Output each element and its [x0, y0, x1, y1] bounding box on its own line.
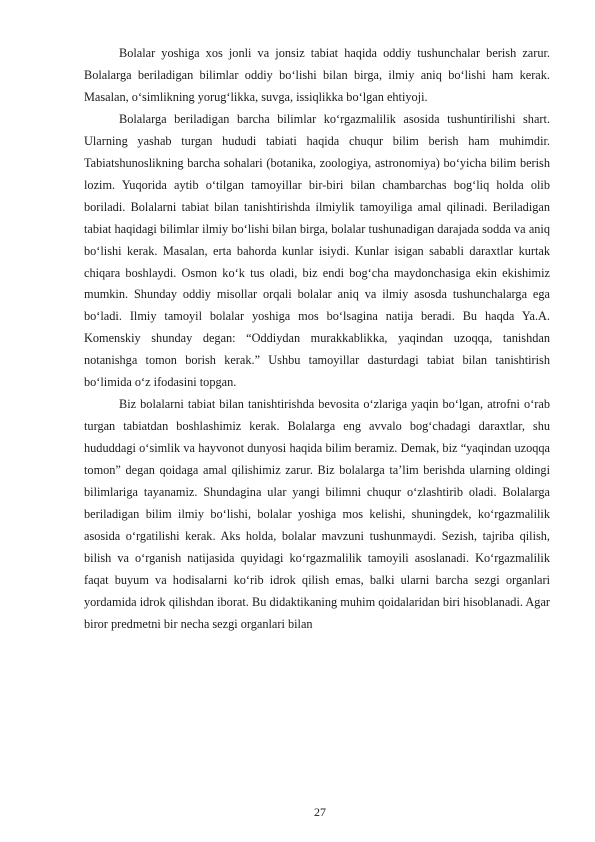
- paragraph-1: Bolalar yoshiga xos jonli va jonsiz tabiat haqida oddiy tushunchalar berish zarur. Bolalarga beriladigan bilimlar oddiy bo‘lishi bilan birga, ilmiy aniq bo‘lishi ham kerak. Masalan, o‘simlikning yorug‘likka, suvga, issiqlikka bo‘lgan ehtiyoji.: [84, 46, 550, 104]
- paragraph-2: Bolalarga beriladigan barcha bilimlar ko‘rgazmalilik asosida tushuntirilishi shart. Ularning yashab turgan hududi tabiati haqida chuqur bilim berish ham muhimdir. Tabiatshunoslikning barcha sohalari (botanika, zoologiya, astronomiya) bo‘yicha bilim berish lozim. Yuqorida aytib o‘tilgan tamoyillar bir-biri bilan chambarchas bog‘liq holda olib boriladi. Bolalarni tabiat bilan tanishtirishda ilmiylik tamoyiliga amal qilinadi. Beriladigan tabiat haqidagi bilimlar ilmiy bo‘lishi bilan birga, bolalar tushunadigan darajada sodda va aniq bo‘lishi kerak. Masalan, erta bahorda kunlar isiydi. Kunlar isigan sababli daraxtlar kurtak chiqara boshlaydi. Osmon ko‘k tus oladi, biz endi bog‘cha maydonchasiga ekin ekishimiz mumkin. Shunday oddiy misollar orqali bolalar aniq va ilmiy asosda tushunchalarga ega bo‘ladi. Ilmiy tamoyil bolalar yoshiga mos bo‘lsagina natija beradi. Bu haqda Ya.A. Komenskiy shunday degan: “Oddiydan murakkablikka, yaqindan uzoqqa, tanishdan notanishga tomon borish kerak.” Ushbu tamoyillar dasturdagi tabiat bilan tanishtirish bo‘limida o‘z ifodasini topgan.: [84, 111, 550, 390]
- page-body: [84, 43, 550, 636]
- page-number: 27: [314, 805, 326, 819]
- paragraph-3: Biz bolalarni tabiat bilan tanishtirishda bevosita o‘zlariga yaqin bo‘lgan, atrofni o‘rab turgan tabiatdan boshlashimiz kerak. Bolalarga eng avvalo bog‘chadagi daraxtlar, shu hududdagi o‘simlik va hayvonot dunyosi haqida bilim beramiz. Demak, biz “yaqindan uzoqqa tomon” degan qoidaga amal qilishimiz zarur. Biz bolalarga ta’lim berishda ularning oldingi bilimlariga tayanamiz. Shundagina ular yangi bilimni chuqur o‘zlashtirib oladi. Bolalarga beriladigan bilim ilmiy bo‘lishi, bolalar yoshiga mos kelishi, shuningdek, ko‘rgazmalilik asosida o‘rgatilishi kerak. Aks holda, bolalar mavzuni tushunmaydi. Sezish, tajriba qilish, bilish va o‘rganish natijasida quyidagi ko‘rgazmalilik tamoyili asoslanadi. Ko‘rgazmalilik faqat buyum va hodisalarni ko‘rib idrok qilish emas, balki ularni barcha sezgi organlari yordamida idrok qilishdan iborat. Bu didaktikaning muhim qoidalaridan biri hisoblanadi. Agar biror predmetni bir necha sezgi organlari bilan: [84, 397, 550, 631]
